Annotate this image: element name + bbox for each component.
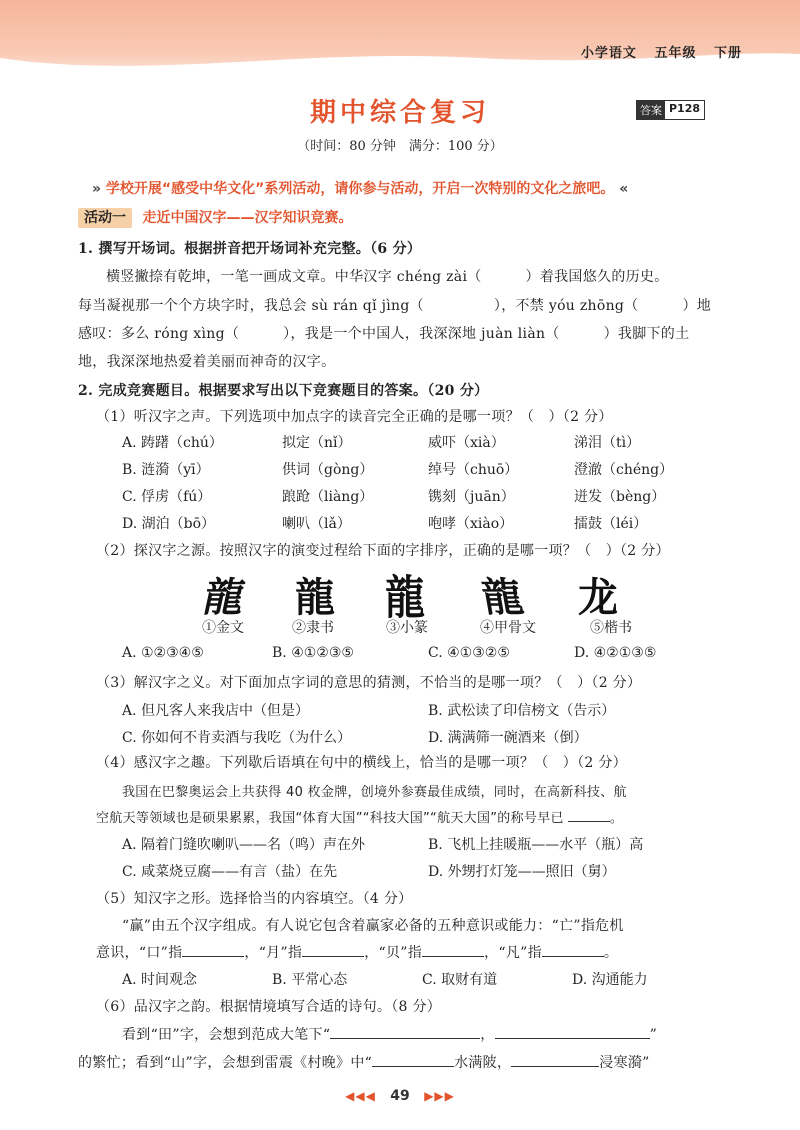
s5-blank[interactable] bbox=[542, 944, 604, 957]
s1-option-cell: 澄澈（chéng） bbox=[574, 462, 674, 478]
q2-s5-title: （5）知汉字之形。选择恰当的内容填空。（4 分） bbox=[96, 891, 413, 907]
volume-label: 下册 bbox=[713, 46, 742, 61]
s5-blank[interactable] bbox=[182, 944, 244, 957]
q1-text: ）我脚下的土 bbox=[603, 326, 690, 342]
s6-blank[interactable] bbox=[511, 1054, 599, 1067]
s2-option[interactable]: D. ④②①③⑤ bbox=[574, 645, 657, 661]
intro-banner bbox=[92, 178, 628, 198]
s1-option-cell: 喇叭（lǎ） bbox=[282, 516, 351, 532]
q2-s5-passage-2 bbox=[96, 942, 618, 962]
q1-blank[interactable] bbox=[638, 298, 682, 310]
s3-option[interactable]: B. 武松读了印信榜文（告示） bbox=[428, 703, 616, 719]
s6-text: ， bbox=[480, 1027, 495, 1043]
s3-option[interactable]: D. 满满筛一碗酒来（倒） bbox=[428, 730, 588, 746]
q1-text: 每当凝视那一个个方块字时，我总会 sù rán qǐ jìng（ bbox=[78, 298, 424, 314]
s5-text: ，“贝”指 bbox=[364, 945, 423, 961]
q1-line-4: 地，我深深地热爱着美丽而神奇的汉字。 bbox=[78, 354, 336, 370]
answer-tag bbox=[636, 100, 705, 120]
double-chevron-left-icon: « bbox=[619, 181, 629, 197]
page-title: 期中综合复习 bbox=[309, 98, 490, 128]
s1-option-cell: 擂鼓（léi） bbox=[574, 516, 648, 532]
s5-text: 。 bbox=[603, 945, 619, 961]
q1-text: ），不禁 yóu zhōng（ bbox=[493, 298, 639, 314]
s2-option[interactable]: A. ①②③④⑤ bbox=[122, 645, 204, 661]
s5-option[interactable]: A. 时间观念 bbox=[122, 972, 198, 988]
q1-title: 1. 撰写开场词。根据拼音把开场词补充完整。（6 分） bbox=[78, 241, 422, 257]
s4-passage-text: 空航天等领域也是硕果累累，我国“体育大国”“科技大国”“航天大国”的称号早已 bbox=[96, 811, 564, 826]
activity-text: 走近中国汉字——汉字知识竞赛。 bbox=[142, 210, 353, 226]
q1-blank[interactable] bbox=[560, 326, 604, 338]
double-chevron-right-icon: » bbox=[92, 181, 102, 197]
s4-option[interactable]: D. 外甥打灯笼——照旧（舅） bbox=[428, 864, 616, 880]
s1-option-cell: 绰号（chuō） bbox=[428, 462, 519, 478]
s1-option-cell: 供词（gòng） bbox=[282, 462, 374, 478]
answer-page: P128 bbox=[669, 102, 701, 115]
s4-answer-blank[interactable] bbox=[568, 809, 610, 822]
s4-option[interactable]: A. 隔着门缝吹喇叭——名（鸣）声在外 bbox=[122, 837, 366, 853]
grade-label: 五年级 bbox=[654, 46, 697, 61]
q2-s6-passage-1 bbox=[122, 1024, 657, 1044]
triangle-left-icon: ◀◀◀ bbox=[345, 1089, 376, 1103]
intro-text: 学校开展“感受中华文化”系列活动，请你参与活动，开启一次特别的文化之旅吧。 bbox=[105, 181, 615, 197]
s5-text: 意识，“口”指 bbox=[96, 945, 183, 961]
s4-option[interactable]: C. 咸菜烧豆腐——有言（盐）在先 bbox=[122, 864, 338, 880]
q2-s4-passage-1: 我国在巴黎奥运会上共获得 40 枚金牌，创境外参赛最佳成绩，同时，在高新科技、航 bbox=[122, 785, 627, 800]
s5-option[interactable]: C. 取财有道 bbox=[422, 972, 498, 988]
q2-s3-title: （3）解汉字之义。对下面加点字词的意思的猜测，不恰当的是哪一项？（ ）（2 分） bbox=[96, 675, 642, 691]
s1-option-cell: 踉跄（liàng） bbox=[282, 489, 374, 505]
activity-label: 活动一 bbox=[78, 208, 132, 228]
s6-blank[interactable] bbox=[495, 1026, 650, 1039]
glyph-2: 龍 bbox=[295, 574, 335, 621]
q2-s4-title: （4）感汉字之趣。下列歇后语填在句中的横线上，恰当的是哪一项？（ ）（2 分） bbox=[96, 755, 627, 771]
s1-option-cell[interactable]: B. 涟漪（yī） bbox=[122, 462, 210, 478]
s3-option[interactable]: C. 你如何不肯卖酒与我吃（为什么） bbox=[122, 730, 352, 746]
q1-text: 横竖撇捺有乾坤，一笔一画成文章。中华汉字 chéng zài（ bbox=[106, 269, 482, 285]
glyph-1: 龍 bbox=[199, 574, 250, 621]
q2-s6-title: （6）品汉字之韵。根据情境填写合适的诗句。（8 分） bbox=[96, 999, 442, 1015]
glyph-caption: ④甲骨文 bbox=[480, 620, 536, 636]
s4-period: 。 bbox=[609, 811, 624, 826]
triangle-right-icon: ▶▶▶ bbox=[424, 1089, 455, 1103]
time-info: （时间：80 分钟 满分：100 分） bbox=[297, 139, 503, 154]
q1-blank[interactable] bbox=[424, 298, 494, 310]
s1-option-cell[interactable]: C. 俘虏（fú） bbox=[122, 489, 212, 505]
q1-text: ），我是一个中国人，我深深地 juàn liàn（ bbox=[283, 326, 560, 342]
s1-option-cell[interactable]: D. 湖泊（bō） bbox=[122, 516, 216, 532]
book-info bbox=[569, 42, 742, 61]
s6-text: 水满陂， bbox=[454, 1055, 512, 1071]
s5-text: ，“月”指 bbox=[244, 945, 303, 961]
glyph-caption: ③小篆 bbox=[386, 620, 428, 636]
q1-line-1 bbox=[106, 266, 669, 286]
s6-blank[interactable] bbox=[330, 1026, 480, 1039]
s1-option-cell: 迸发（bèng） bbox=[574, 489, 666, 505]
q1-text: 感叹：多么 róng xìng（ bbox=[78, 326, 240, 342]
q2-s2-title: （2）探汉字之源。按照汉字的演变过程给下面的字排序，正确的是哪一项？（ ）（2 分） bbox=[96, 543, 670, 559]
s6-blank[interactable] bbox=[372, 1054, 454, 1067]
glyph-caption: ①金文 bbox=[202, 620, 244, 636]
s1-option-cell: 威吓（xià） bbox=[428, 435, 505, 451]
s6-text: 浸寒漪” bbox=[599, 1055, 650, 1071]
page-footer bbox=[0, 1088, 800, 1104]
glyph-5: 龙 bbox=[578, 574, 618, 621]
s5-blank[interactable] bbox=[422, 944, 484, 957]
subject-label: 小学语文 bbox=[580, 46, 637, 61]
glyph-caption: ⑤楷书 bbox=[590, 620, 632, 636]
s5-option[interactable]: B. 平常心态 bbox=[272, 972, 348, 988]
q2-title: 2. 完成竞赛题目。根据要求写出以下竞赛题目的答案。（20 分） bbox=[78, 383, 489, 399]
q2-s1-title: （1）听汉字之声。下列选项中加点字的读音完全正确的是哪一项？（ ）（2 分） bbox=[96, 409, 613, 425]
s2-option[interactable]: C. ④①③②⑤ bbox=[428, 645, 510, 661]
glyph-4: 龍 bbox=[478, 574, 527, 621]
s5-blank[interactable] bbox=[302, 944, 364, 957]
q1-blank[interactable] bbox=[482, 269, 526, 281]
s1-option-cell: 涕泪（tì） bbox=[574, 435, 641, 451]
activity-1 bbox=[78, 207, 352, 227]
glyph-3: 龍 bbox=[385, 570, 425, 625]
glyph-caption: ②隶书 bbox=[292, 620, 334, 636]
s1-option-cell: 咆哮（xiào） bbox=[428, 516, 514, 532]
s6-text: 看到“田”字，会想到范成大笔下“ bbox=[122, 1027, 331, 1043]
q2-s5-passage-1: “赢”由五个汉字组成。有人说它包含着赢家必备的五种意识或能力：“亡”指危机 bbox=[122, 918, 624, 934]
s5-text: ，“凡”指 bbox=[484, 945, 542, 961]
q1-text: ）着我国悠久的历史。 bbox=[525, 269, 669, 285]
q1-line-3 bbox=[78, 323, 689, 343]
page-number: 49 bbox=[390, 1088, 410, 1104]
s3-option[interactable]: A. 但凡客人来我店中（但是） bbox=[122, 703, 310, 719]
q1-line-2 bbox=[78, 295, 711, 315]
s1-option-cell[interactable]: A. 踌躇（chú） bbox=[122, 435, 223, 451]
q1-text: ）地 bbox=[682, 298, 712, 314]
s5-option[interactable]: D. 沟通能力 bbox=[572, 972, 648, 988]
s2-option[interactable]: B. ④①②③⑤ bbox=[272, 645, 354, 661]
s6-text: 的繁忙；看到“山”字，会想到雷震《村晚》中“ bbox=[78, 1055, 373, 1071]
s1-option-cell: 镌刻（juān） bbox=[428, 489, 515, 505]
s1-option-cell: 拟定（nǐ） bbox=[282, 435, 352, 451]
q2-s6-passage-2 bbox=[78, 1052, 650, 1072]
q1-blank[interactable] bbox=[239, 326, 283, 338]
answer-label: 答案 bbox=[637, 101, 665, 119]
s6-text: ” bbox=[649, 1027, 658, 1043]
s4-option[interactable]: B. 飞机上挂暖瓶——水平（瓶）高 bbox=[428, 837, 644, 853]
q2-s4-passage-2 bbox=[96, 807, 623, 826]
